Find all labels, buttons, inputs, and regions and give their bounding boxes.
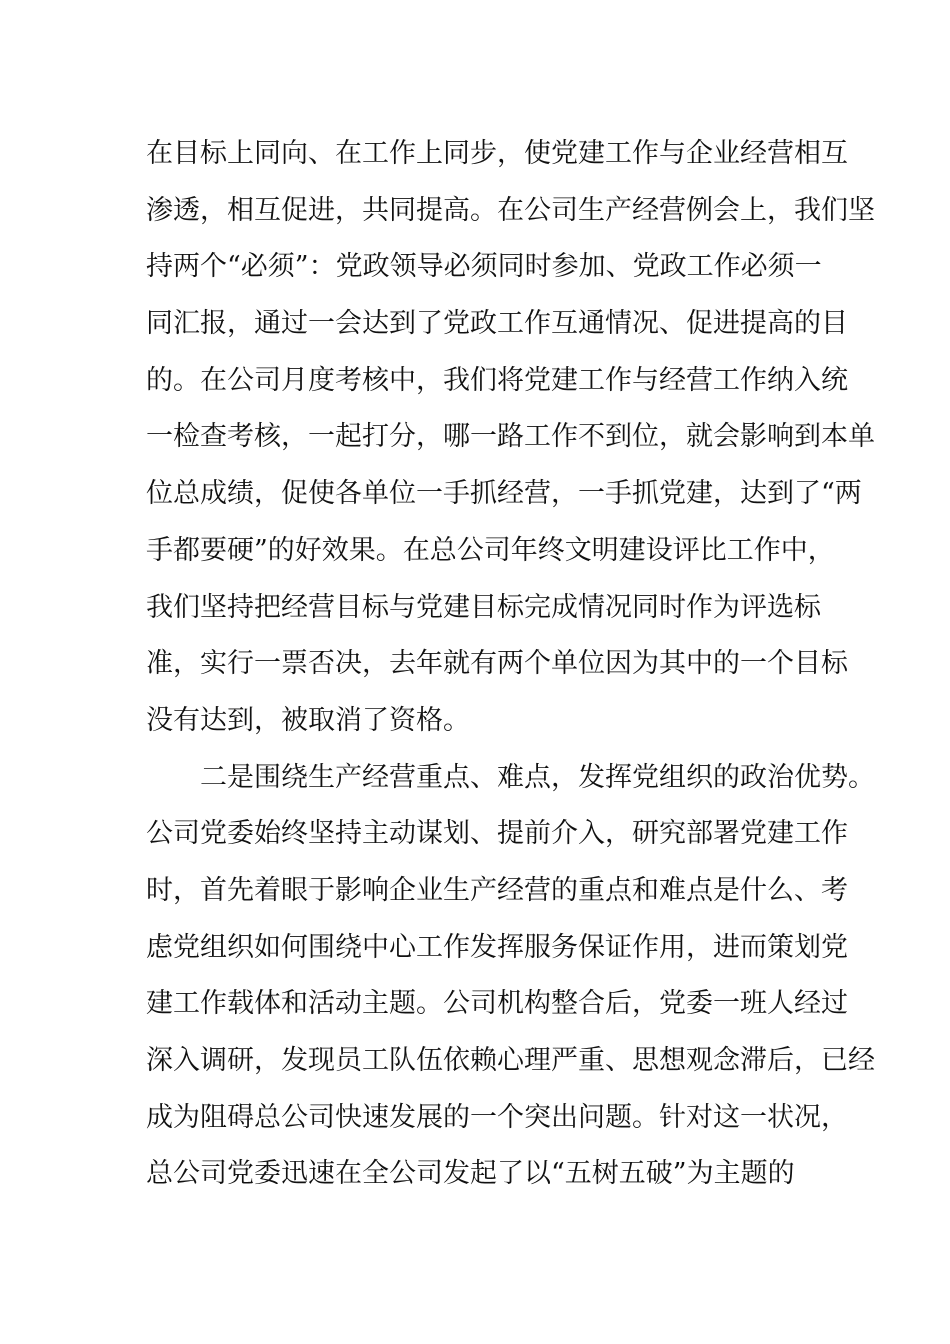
text-line: 位总成绩，促使各单位一手抓经营，一手抓党建，达到了“两 (146, 478, 862, 510)
text-line: 同汇报，通过一会达到了党政工作互通情况、促进提高的目 (146, 308, 848, 340)
text-line: 准，实行一票否决，去年就有两个单位因为其中的一个目标 (146, 648, 848, 680)
text-line: 渗透，相互促进，共同提高。在公司生产经营例会上，我们坚 (146, 194, 875, 226)
text-line: 手都要硬”的好效果。在总公司年终文明建设评比工作中， (146, 534, 835, 566)
text-line: 成为阻碍总公司快速发展的一个突出问题。针对这一状况， (146, 1101, 848, 1133)
text-line: 我们坚持把经营目标与党建目标完成情况同时作为评选标 (146, 591, 821, 623)
text-line: 虑党组织如何围绕中心工作发挥服务保证作用，进而策划党 (146, 931, 848, 963)
paragraph-2 (146, 750, 875, 1204)
text-line: 的。在公司月度考核中，我们将党建工作与经营工作纳入统 (146, 364, 848, 396)
text-line: 建工作载体和活动主题。公司机构整合后，党委一班人经过 (146, 988, 848, 1020)
text-line: 一检查考核，一起打分，哪一路工作不到位，就会影响到本单 (146, 421, 875, 453)
document-body (146, 126, 875, 1203)
text-line: 时，首先着眼于影响企业生产经营的重点和难点是什么、考 (146, 874, 848, 906)
text-line: 二是围绕生产经营重点、难点，发挥党组织的政治优势。 (200, 761, 875, 793)
text-line: 持两个“必须”：党政领导必须同时参加、党政工作必须一 (146, 251, 822, 283)
text-line: 公司党委始终坚持主动谋划、提前介入，研究部署党建工作 (146, 818, 848, 850)
text-line: 总公司党委迅速在全公司发起了以“五树五破”为主题的 (146, 1158, 795, 1190)
text-line: 在目标上同向、在工作上同步，使党建工作与企业经营相互 (146, 138, 848, 169)
paragraph-1 (146, 126, 875, 750)
text-line: 没有达到，被取消了资格。 (146, 704, 470, 736)
text-line: 深入调研，发现员工队伍依赖心理严重、思想观念滞后，已经 (146, 1045, 875, 1076)
